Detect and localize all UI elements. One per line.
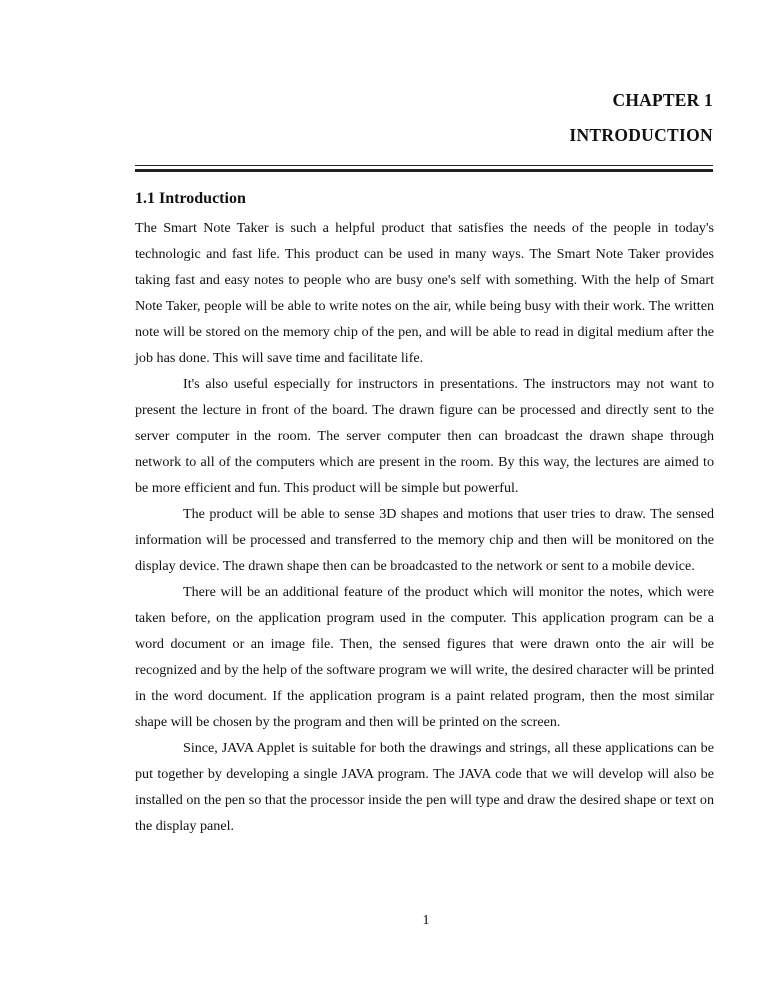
paragraph-1: The Smart Note Taker is such a helpful product that satisfies the needs of the people in today's technologic and fast life. This product can be used in many ways. The Smart Note Taker provides taking fast and easy notes to people who are busy one's self with something. With the help of Smart Note Taker, people will be able to write notes on the air, while being busy with their work. The written note will be stored on the memory chip of the pen, and will be able to read in digital medium after the job has done. This will save time and facilitate life. bbox=[135, 220, 714, 366]
header-divider-thin bbox=[135, 165, 713, 166]
page-number: 1 bbox=[422, 913, 430, 928]
chapter-number: CHAPTER 1 bbox=[612, 90, 713, 110]
section-heading: 1.1 Introduction bbox=[135, 190, 246, 207]
header-divider-thick bbox=[135, 169, 713, 172]
paragraph-2: It's also useful especially for instructors in presentations. The instructors may not want to present the lecture in front of the board. The drawn figure can be processed and directly sent to the server computer in the room. The server computer then can broadcast the drawn shape through network to all of the computers which are present in the room. By this way, the lectures are aimed to be more efficient and fun. This product will be simple but powerful. bbox=[135, 376, 714, 496]
paragraph-3: The product will be able to sense 3D shapes and motions that user tries to draw. The sensed information will be processed and transferred to the memory chip and then will be monitored on the display device. The drawn shape then can be broadcasted to the network or sent to a mobile device. bbox=[135, 506, 714, 574]
paragraph-5: Since, JAVA Applet is suitable for both the drawings and strings, all these applications can be put together by developing a single JAVA program. The JAVA code that we will develop will also be installed on the pen so that the processor inside the pen will type and draw the desired shape or text on the display panel. bbox=[135, 740, 714, 834]
section-body bbox=[135, 215, 714, 839]
paragraph-4: There will be an additional feature of the product which will monitor the notes, which were taken before, on the application program used in the computer. This application program can be a word document or an image file. Then, the sensed figures that were drawn onto the air will be recognized and by the help of the software program we will write, the desired character will be printed in the word document. If the application program is a paint related program, then the most similar shape will be chosen by the program and then will be printed on the screen. bbox=[135, 584, 714, 730]
chapter-title: INTRODUCTION bbox=[569, 125, 713, 145]
